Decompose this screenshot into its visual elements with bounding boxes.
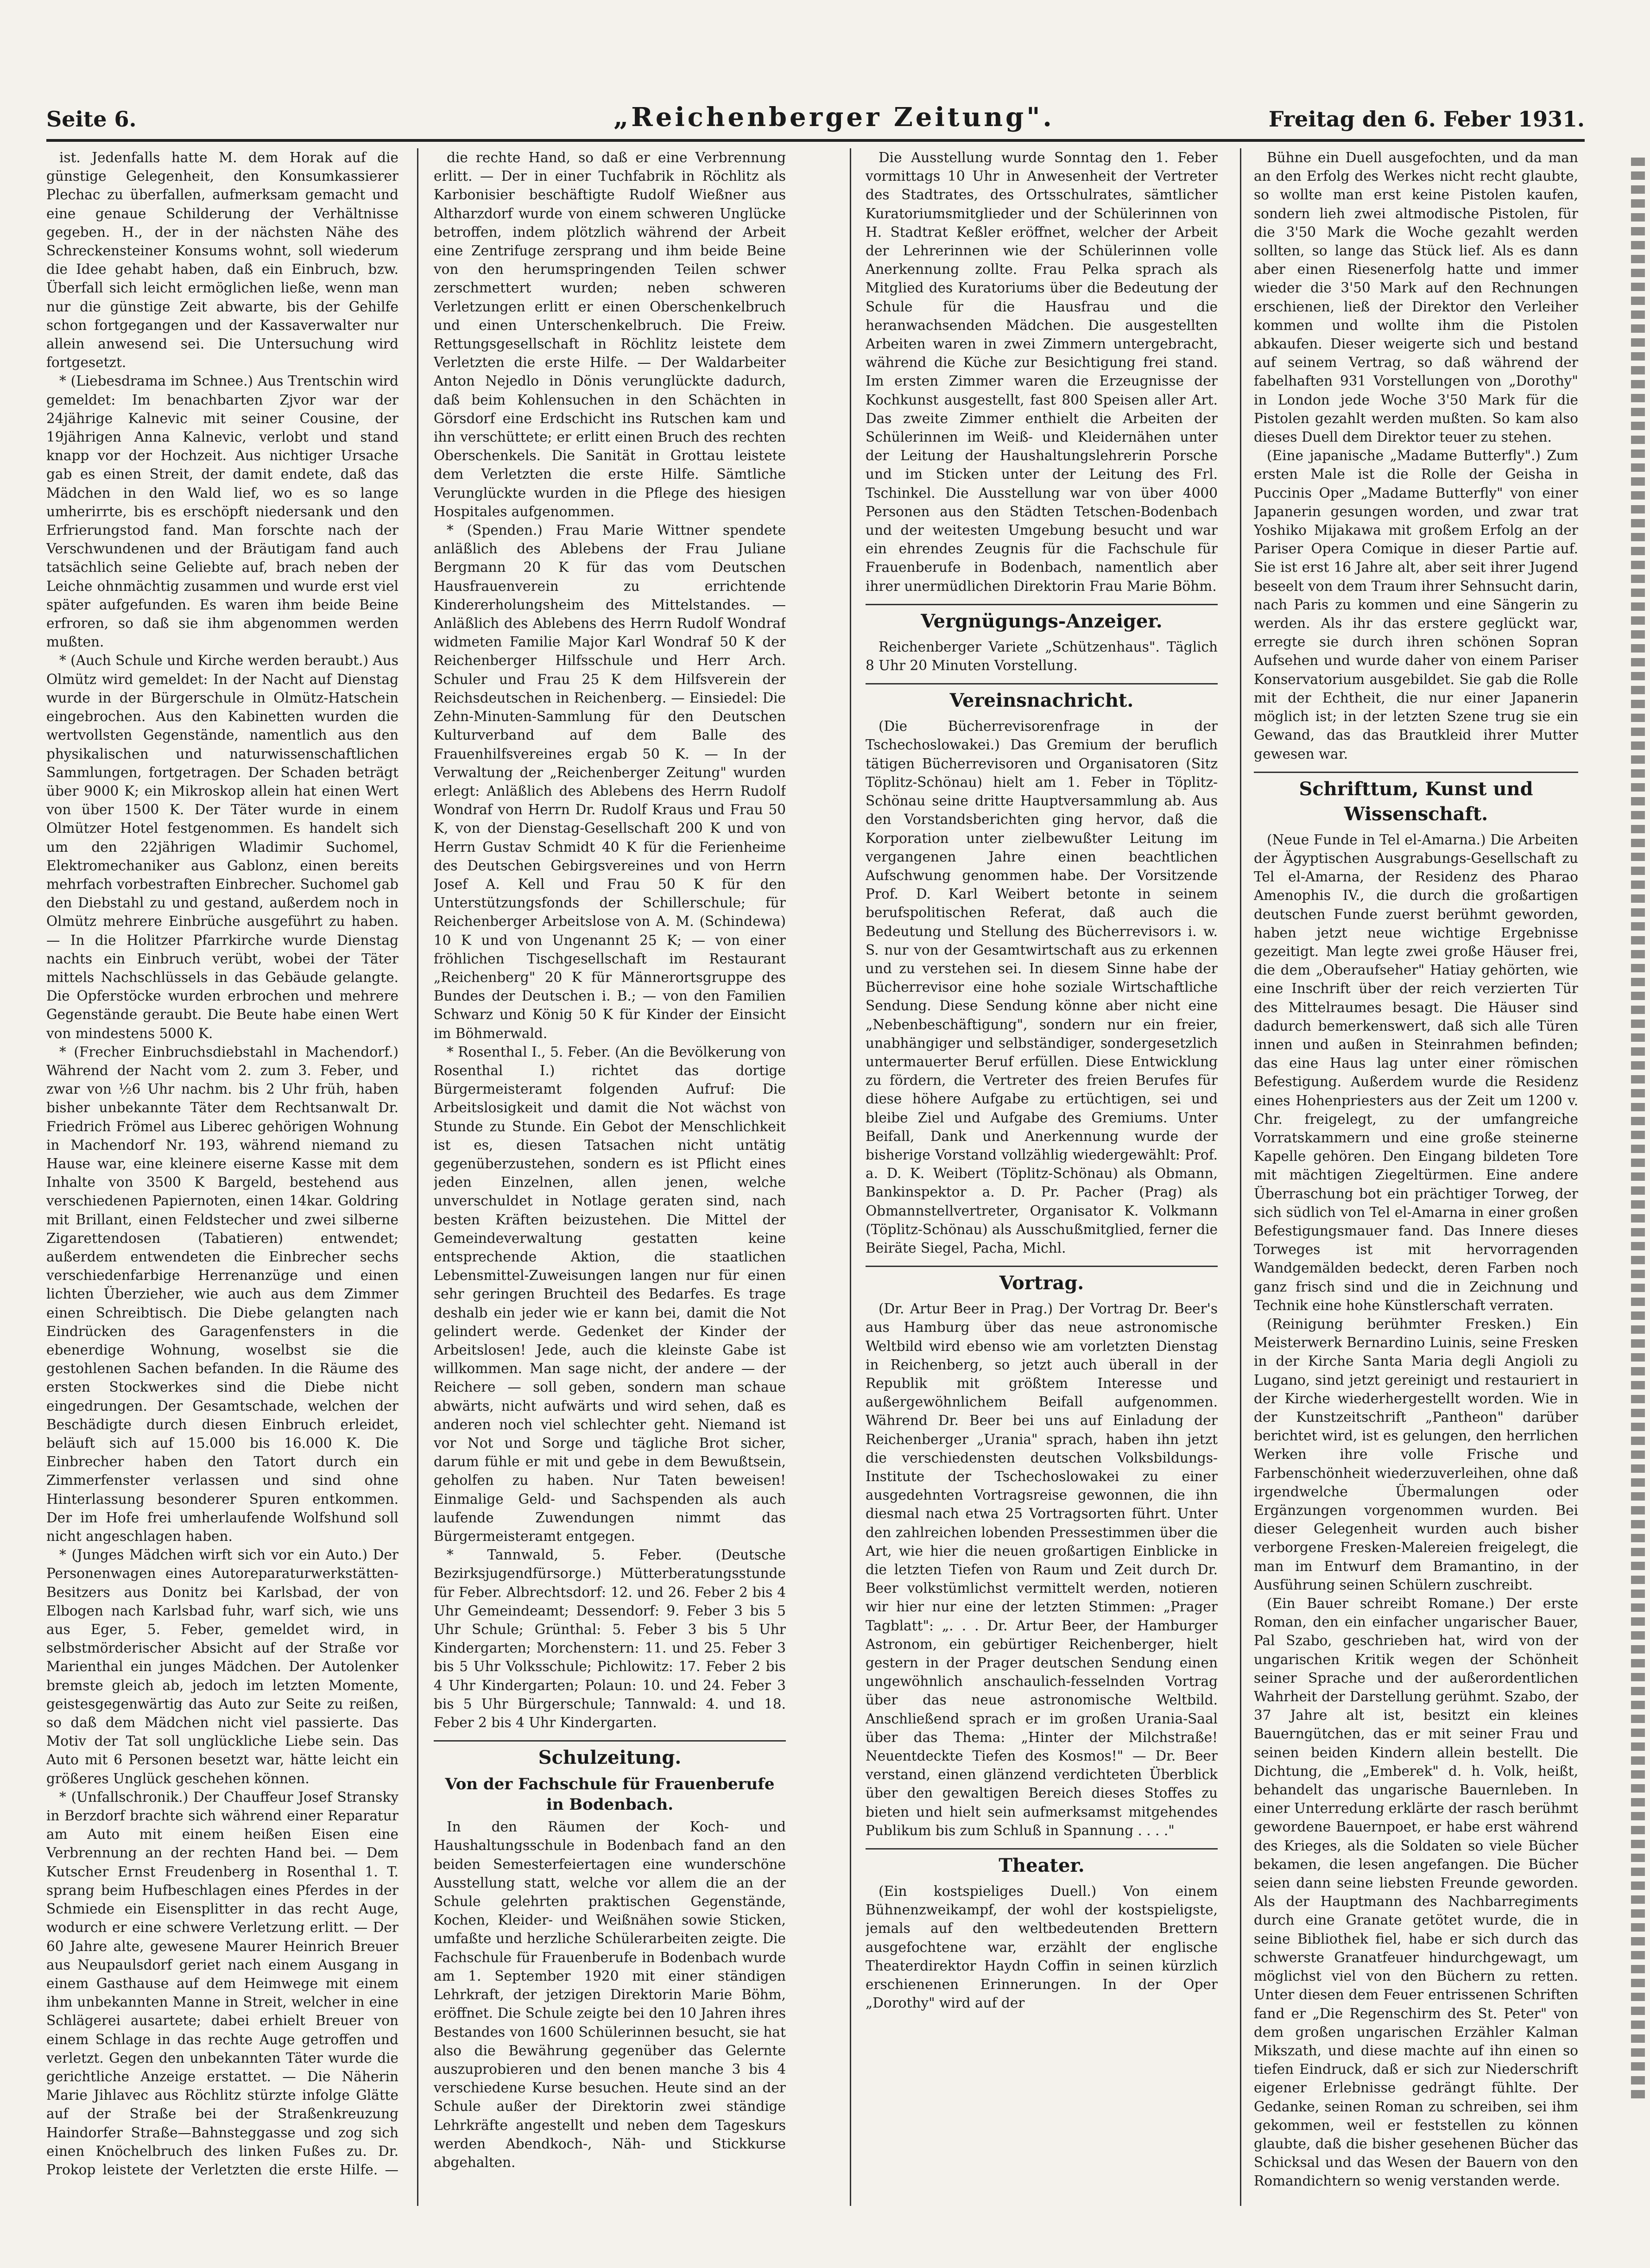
column-2 [434,148,786,2206]
article-paragraph: (Dr. Artur Beer in Prag.) Der Vortrag Dr. Beer's aus Hamburg über das neue astronomische Weltbild wird ebenso wie am vorletzten Dienstag in Reichenberg, so jetzt auch überall in der Republik mit größtem Interesse und außergewöhnlichem Beifall aufgenommen. Während Dr. Beer bei uns auf Einladung der Reichenberger „Urania" sprach, haben ihn jetzt die verschiedensten deutschen Volksbildungs-Institute der Tschechoslowakei zu einer ausgedehnten Vortragsreise gewonnen, die ihn diesmal nach etwa 25 Vortragsorten führt. Unter den zahlreichen lobenden Pressestimmen über die Art, wie hier die neuen großartigen Einblicke in die letzten Tiefen von Raum und Zeit durch Dr. Beer volkstümlichst vermittelt werden, notieren wir hier nur eine der letzten Stimmen: „Prager Tagblatt": „. . . Dr. Artur Beer, der Hamburger Astronom, ein gebürtiger Reichenberger, hielt gestern in der Prager deutschen Sendung einen ungewöhnlich anschaulich-fesselnden Vortrag über das neue astronomische Weltbild. Anschließend sprach er im großen Urania-Saal über das Thema: „Hinter der Milchstraße! Neuentdeckte Tiefen des Kosmos!" — Dr. Beer verstand, einen glänzend verdichteten Überblick über den gewaltigen Bereich dieses Stoffes zu bieten und hielt sein aufmerksamst mitgehendes Publikum bis zum Schluß in Spannung . . . ." [866,1301,1218,1838]
column-4 [1254,148,1578,2206]
article-paragraph: (Ein Bauer schreibt Romane.) Der erste Roman, den ein einfacher ungarischer Bauer, Pal Szabo, geschrieben hat, wird von der ungarischen Kritik wegen der Schönheit seiner Sprache und der außerordentlichen Wahrheit der Darstellung gerühmt. Szabo, der 37 Jahre alt ist, besitzt ein kleines Bauerngütchen, das er mit seiner Frau und seinen beiden Kindern allein bestellt. Die Dichtung, die „Emberek" d. h. Volk, heißt, behandelt das ungarische Bauernleben. In einer Unterredung erklärte der rasch berühmt gewordene Bauernpoet, er habe erst während des Krieges, als die Soldaten so viele Bücher bekamen, die lesen angefangen. Die Bücher seien dann seine liebsten Freunde geworden. Als der Hauptmann des Nachbarregiments durch eine Granate getötet wurde, die in seine Bibliothek fiel, habe er sich durch das schwerste Granatfeuer hindurchgewagt, um möglichst viel von den Büchern zu retten. Unter diesen dem Feuer entrissenen Schriften fand er „Die Regenschirm des St. Peter" von dem großen ungarischen Erzähler Kalman Mikszath, und diese machte auf ihn einen so tiefen Eindruck, daß er sich zur Niederschrift eigener Erlebnisse gedrängt fühlte. Der Gedanke, seinen Roman zu schreiben, sei ihm gekommen, weil er feststellen zu können glaubte, daß die bisher gesehenen Bücher das Schicksal und das Wesen der Bauern von den Romandichtern so wenig verstanden werde. [1254,1596,1578,2189]
issue-date: Freitag den 6. Feber 1931. [1268,107,1585,132]
page-number: Seite 6. [46,107,137,132]
article-paragraph: * Rosenthal I., 5. Feber. (An die Bevölkerung von Rosenthal I.) richtet das dortige Bürgermeisteramt folgenden Aufruf: Die Arbeitslosigkeit und damit die Not wächst von Stunde zu Stunde. Ein Gebot der Menschlichkeit ist es, diesen Tatsachen nicht untätig gegenüberzustehen, sondern es ist Pflicht eines jeden Einzelnen, allen jenen, welche unverschuldet in Notlage geraten sind, nach besten Kräften beizustehen. Die Mittel der Gemeindeverwaltung gestatten keine entsprechende Aktion, die staatlichen Lebensmittel-Zuweisungen langen nur für einen sehr geringen Bruchteil des Bedarfes. Es trage deshalb ein jeder wie er kann bei, damit die Not gelindert werde. Gedenket der Kinder der Arbeitslosen! Jede, auch die kleinste Gabe ist willkommen. Man sage nicht, der andere — der Reichere — soll geben, sondern man schaue abwärts, nicht aufwärts und wird sehen, daß es anderen noch viel schlechter geht. Niemand ist vor Not und Sorge und tägliche Brot sicher, darum fühle er mit und gebe in dem Bewußtsein, geholfen zu haben. Nur Taten beweisen! Einmalige Geld- und Sachspenden als auch laufende Zuwendungen nimmt das Bürgermeisteramt entgegen. [434,1044,786,1545]
article-paragraph: * Tannwald, 5. Feber. (Deutsche Bezirksjugendfürsorge.) Mütterberatungsstunde für Feber. Albrechtsdorf: 12. und 26. Feber 2 bis 4 Uhr Gemeindeamt; Dessendorf: 9. Feber 3 bis 5 Uhr Schule; Grünthal: 5. Feber 3 bis 5 Uhr Kindergarten; Morchenstern: 11. und 25. Feber 3 bis 5 Uhr Volksschule; Pichlowitz: 17. Feber 2 bis 4 Uhr Kindergarten; Polaun: 10. und 24. Feber 3 bis 5 Uhr Bürgerschule; Tannwald: 4. und 18. Feber 2 bis 4 Uhr Kindergarten. [434,1547,786,1731]
article-paragraph: (Ein kostspieliges Duell.) Von einem Bühnenzweikampf, der wohl der kostspieligste, jemals auf den weltbedeutenden Brettern ausgefochtene war, erzählt der englische Theaterdirektor Haydn Coffin in seinen kürzlich erschienenen Erinnerungen. In der Oper „Dorothy" wird auf der [866,1883,1218,2011]
page-edge-scan-artifact [1631,158,1645,2104]
section-heading-vereinsnachricht: Vereinsnachricht. [866,683,1218,713]
section-heading-theater: Theater. [866,1848,1218,1878]
article-paragraph: * (Frecher Einbruchsdiebstahl in Machendorf.) Während der Nacht vom 2. zum 3. Feber, und zwar von ½6 Uhr nachm. bis 2 Uhr früh, haben bisher unbekannte Täter dem Rechtsanwalt Dr. Friedrich Frömel aus Liberec gehörigen Wohnung in Machendorf Nr. 193, während niemand zu Hause war, eine kleinere eiserne Kasse mit dem Inhalte von 3500 K Bargeld, bestehend aus verschiedenen Papiernoten, einen 14kar. Goldring mit Brillant, einen Feldstecher und zwei silberne Zigarettendosen (Tabatieren) entwendet; außerdem entwendeten die Einbrecher sechs verschiedenfarbige Herrenanzüge und einen lichten Überzieher, wie auch aus dem Zimmer einen Schreibtisch. Die Diebe gelangten nach Eindrücken des Garagenfensters in die ebenerdige Wohnung, woselbst sie die gestohlenen Sachen befanden. In die Räume des ersten Stockwerkes sind die Diebe nicht eingedrungen. Der Gesamtschade, welchen der Beschädigte durch diesen Einbruch erleidet, beläuft sich auf 15.000 bis 16.000 K. Die Einbrecher haben den Tatort durch ein Zimmerfenster verlassen und sind ohne Hinterlassung besonderer Spuren entkommen. Der im Hofe frei umherlaufende Wolfshund soll nicht angeschlagen haben. [46,1044,398,1545]
column-3 [866,148,1218,2206]
article-paragraph: Reichenberger Variete „Schützenhaus". Täglich 8 Uhr 20 Minuten Vorstellung. [866,639,1218,674]
column-divider [417,148,418,2206]
article-paragraph: (Neue Funde in Tel el-Amarna.) Die Arbeiten der Ägyptischen Ausgrabungs-Gesellschaft zu Tel el-Amarna, der Residenz des Pharao Amenophis IV., die durch die großartigen deutschen Funde zuerst berühmt geworden, haben jetzt neue wichtige Ergebnisse gezeitigt. Man legte zwei große Häuser frei, die dem „Oberaufseher" Hatiay gehörten, wie eine Inschrift über der reich verzierten Tür des Mittelraumes besagt. Die Häuser sind dadurch bemerkenswert, daß sich alle Türen innen und außen in Steinrahmen befinden; das eine Haus lag unter einer römischen Befestigung. Außerdem wurde die Residenz eines Hohenpriesters aus der Zeit um 1200 v. Chr. freigelegt, zu der umfangreiche Vorratskammern und eine große steinerne Kapelle gehören. Den Eingang bildeten Tore mit mächtigen Ziegeltürmen. Eine andere Überraschung bot ein prächtiger Torweg, der sich südlich von Tel el-Amarna in einer großen Befestigungsmauer fand. Das Innere dieses Torweges ist mit hervorragenden Wandgemälden bedeckt, deren Farben noch ganz frisch sind und die in Zeichnung und Technik eine hohe Künstlerschaft verraten. [1254,831,1578,1313]
article-paragraph: die rechte Hand, so daß er eine Verbrennung erlitt. — Der in einer Tuchfabrik in Röchlitz als Karbonisier beschäftigte Rudolf Wießner aus Altharzdorf wurde von einem schweren Unglücke betroffen, indem plötzlich während der Arbeit eine Zentrifuge zersprang und ihm beide Beine von den herumspringenden Teilen schwer zerschmettert wurden; neben schweren Verletzungen erlitt er einen Oberschenkelbruch und einen Unterschenkelbruch. Die Freiw. Rettungsgesellschaft in Röchlitz leistete dem Verletzten die erste Hilfe. — Der Waldarbeiter Anton Nejedlo in Dönis verunglückte dadurch, daß beim Kohlensuchen in den Schächten in Görsdorf eine Erdschicht ins Rutschen kam und ihn verschüttete; er erlitt einen Bruch des rechten Oberschenkels. Die Sanität in Grottau leistete dem Verletzten die erste Hilfe. Sämtliche Verunglückte wurden in die Pflege des hiesigen Hospitales aufgenommen. [434,150,786,519]
page-header [46,102,1585,134]
article-paragraph: (Die Bücherrevisorenfrage in der Tschechoslowakei.) Das Gremium der beruflich tätigen Bücherrevisoren und Organisatoren (Sitz Töplitz-Schönau) hielt am 1. Feber in Töplitz-Schönau seine dritte Hauptversammlung ab. Aus den Vorstandsberichten ging hervor, daß die Korporation unter zielbewußter Leitung im vergangenen Jahre einen beachtlichen Aufschwung genommen habe. Der Vorsitzende Prof. D. Karl Weibert betonte in seinem berufspolitischen Referat, daß auch die Bedeutung und Stellung des Bücherrevisors i. w. S. nur von der Gesamtwirtschaft aus zu erkennen und zu verstehen sei. In diesem Sinne habe der Bücherrevisor eine hohe soziale Wirtschaftliche Sendung. Diese Sendung könne aber nicht eine „Nebenbeschäftigung", sondern nur ein freier, unabhängiger und selbständiger, sondergesetzlich untermauerter Beruf erfüllen. Diese Entwicklung zu fördern, die Vertreter des freien Berufes für diese höhere Aufgabe zu ertüchtigen, sei und bleibe Ziel und Aufgabe des Gremiums. Unter Beifall, Dank und Anerkennung wurde der bisherige Vorstand vollzählig wiedergewählt: Prof. a. D. K. Weibert (Töplitz-Schönau) als Obmann, Bankinspektor a. D. Pr. Pacher (Prag) als Obmannstellvertreter, Organisator K. Volkmann (Töplitz-Schönau) als Ausschußmitglied, ferner die Beiräte Siegel, Pacha, Michl. [866,718,1218,1256]
section-heading-schulzeitung: Schulzeitung. [434,1740,786,1770]
article-paragraph: * (Junges Mädchen wirft sich vor ein Auto.) Der Personenwagen eines Autoreparaturwerkstätten-Besitzers aus Donitz bei Karlsbad, der von Elbogen nach Karlsbad fuhr, warf sich, wie uns aus Eger, 5. Feber, gemeldet wird, in selbstmörderischer Absicht auf der Straße vor Marienthal ein junges Mädchen. Der Autolenker bremste gleich ab, jedoch im letzten Momente, geistesgegenwärtig das Auto zur Seite zu reißen, so daß dem Mädchen nicht viel passierte. Das Motiv der Tat soll unglückliche Liebe sein. Das Auto mit 6 Personen besetzt war, hätte leicht ein größeres Unglück geschehen können. [46,1547,398,1787]
section-heading-vergnuegungs-anzeiger: Vergnügungs-Anzeiger. [866,604,1218,634]
article-paragraph: * (Liebesdrama im Schnee.) Aus Trentschin wird gemeldet: Im benachbarten Zjvor war der 24jährige Kalnevic mit seiner Cousine, der 19jährigen Anna Kalnevic, verlobt und stand knapp vor der Hochzeit. Aus nichtiger Ursache gab es einen Streit, der damit endete, daß das Mädchen in den Wald lief, wo es so lange umherirrte, bis es erschöpft niedersank und den Erfrierungstod fand. Man forschte nach der Verschwundenen und der Bräutigam fand auch tatsächlich seine Geliebte auf, brach neben der Leiche ohnmächtig zusammen und wurde erst viel später aufgefunden. Es waren ihm beide Beine erfroren, so daß sie ihm abgenommen werden mußten. [46,373,398,650]
article-paragraph: In den Räumen der Koch- und Haushaltungsschule in Bodenbach fand an den beiden Semesterfeiertagen eine wunderschöne Ausstellung statt, welche vor allem die an der Schule gelehrten praktischen Gegenstände, Kochen, Kleider- und Weißnähen sowie Sticken, umfaßte und herzliche Schülerarbeiten zeigte. Die Fachschule für Frauenberufe in Bodenbach wurde am 1. September 1920 mit einer ständigen Lehrkraft, der jetzigen Direktorin Marie Böhm, eröffnet. Die Schule zeigte bei den 10 Jahren ihres Bestandes von 1600 Schülerinnen besucht, sie hat also die Bewährung gegenüber das Gelernte auszuprobieren und den benen manche 3 bis 4 verschiedene Kurse besuchen. Heute sind an der Schule außer der Direktorin zwei ständige Lehrkräfte angestellt und neben dem Tageskurs werden Abendkoch-, Näh- und Stickkurse abgehalten. [434,1819,786,2170]
article-paragraph: * (Auch Schule und Kirche werden beraubt.) Aus Olmütz wird gemeldet: In der Nacht auf Dienstag wurde in der Bürgerschule in Olmütz-Hatschein eingebrochen. Aus den Kabinetten wurden die wertvollsten Gegenstände, namentlich aus den physikalischen und naturwissenschaftlichen Sammlungen, fortgetragen. Der Schaden beträgt über 9000 K; ein Mikroskop allein hat einen Wert von über 1500 K. Der Täter wurde in einem Olmützer Hotel festgenommen. Es handelt sich um den 22jährigen Wladimir Suchomel, Elektromechaniker aus Gablonz, einen bereits mehrfach vorbestraften Einbrecher. Suchomel gab den Diebstahl zu und gestand, außerdem noch in Olmütz mehrere Einbrüche ausgeführt zu haben. — In die Holitzer Pfarrkirche wurde Dienstag nachts ein Einbruch verübt, wobei der Täter mittels Nachschlüssels in das Gebäude gelangte. Die Opferstöcke wurden erbrochen und mehrere Gegenstände geraubt. Die Beute habe einen Wert von mindestens 5000 K. [46,653,398,1041]
column-1 [46,148,398,2206]
column-divider [850,148,851,2206]
article-paragraph: (Reinigung berühmter Fresken.) Ein Meisterwerk Bernardino Luinis, seine Fresken in der Kirche Santa Maria degli Angioli zu Lugano, sind jetzt gereinigt und restauriert in der Kirche wiederhergestellt worden. Wie in der Kunstzeitschrift „Pantheon" darüber berichtet wird, ist es gelungen, den herrlichen Werken ihre volle Frische und Farbenschönheit wiederzuverleihen, ohne daß irgendwelche Übermalungen oder Ergänzungen vorgenommen wurden. Bei dieser Gelegenheit wurden auch bisher verborgene Fresken-Malereien freigelegt, die man im Entwurf dem Bramantino, in der Ausführung seinen Schülern zuschreibt. [1254,1316,1578,1593]
article-subheading: Von der Fachschule für Frauenberufe in Bodenbach. [445,1775,775,1814]
article-paragraph: ist. Jedenfalls hatte M. dem Horak auf die günstige Gelegenheit, den Konsumkassierer Plechac zu überfallen, aufmerksam gemacht und eine genaue Schilderung der Verhältnisse gegeben. H., der in der nächsten Nähe des Schreckensteiner Konsums wohnt, soll wiederum die Idee gehabt haben, daß ein Einbruch, bzw. Überfall sich leicht ermöglichen ließe, wenn man nur die günstige Zeit abwarte, bis der Gehilfe schon fortgegangen und der Kassaverwalter nur allein anwesend sei. Die Untersuchung wird fortgesetzt. [46,150,398,371]
article-paragraph: * (Spenden.) Frau Marie Wittner spendete anläßlich des Ablebens der Frau Juliane Bergmann 20 K für das vom Deutschen Hausfrauenverein zu errichtende Kindererholungsheim des Mittelstandes. — Anläßlich des Ablebens des Herrn Rudolf Wondraf widmeten Familie Major Karl Wondraf 50 K der Reichenberger Hilfsschule und Herr Arch. Schuler und Frau 25 K dem Hilfsverein der Reichsdeutschen in Reichenberg. — Einsiedel: Die Zehn-Minuten-Sammlung für den Deutschen Kulturverband auf dem Balle des Frauenhilfsvereines ergab 50 K. — In der Verwaltung der „Reichenberger Zeitung" wurden erlegt: Anläßlich des Ablebens des Herrn Rudolf Wondraf von Herrn Dr. Rudolf Kraus und Frau 50 K, von der Dienstag-Gesellschaft 200 K und von Herrn Gustav Schmidt 40 K für die Ferienheime des Deutschen Gebirgsvereines und von Herrn Josef A. Kell und Frau 50 K für den Unterstützungsfonds der Schillerschule; für Reichenberger Arbeitslose von A. M. (Schindewa) 10 K und von Ungenannt 25 K; — von einer fröhlichen Tischgesellschaft im Restaurant „Reichenberg" 20 K für Männerortsgruppe des Bundes der Deutschen i. B.; — von den Familien Schwarz und König 50 K für Kinder der Einsicht im Böhmerwald. [434,522,786,1041]
section-heading-vortrag: Vortrag. [866,1266,1218,1296]
article-paragraph: Die Ausstellung wurde Sonntag den 1. Feber vormittags 10 Uhr in Anwesenheit der Vertreter des Stadtrates, des Ortsschulrates, sämtlicher Kuratoriumsmitglieder und der Schülerinnen von H. Stadtrat Keßler eröffnet, welcher der Arbeit der Lehrerinnen wie der Schülerinnen volle Anerkennung zollte. Frau Pelka sprach als Mitglied des Kuratoriums über die Bedeutung der Schule für die Hausfrau und die heranwachsenden Mädchen. Die ausgestellten Arbeiten waren in zwei Zimmern untergebracht, während die Küche zur Besichtigung frei stand. Im ersten Zimmer waren die Erzeugnisse der Kochkunst ausgestellt, fast 800 Speisen aller Art. Das zweite Zimmer enthielt die Arbeiten der Schülerinnen im Weiß- und Kleidernähen unter der Leitung der Haushaltungslehrerin Porsche und im Sticken unter der Leitung des Frl. Tschinkel. Die Ausstellung war von über 4000 Personen aus den Städten Tetschen-Bodenbach und der weitesten Umgebung besucht und war ein ehrendes Zeugnis für die Fachschule für Frauenberufe in Bodenbach, namentlich aber ihrer unermüdlichen Direktorin Frau Marie Böhm. [866,150,1218,594]
article-paragraph: Bühne ein Duell ausgefochten, und da man an den Erfolg des Werkes nicht recht glaubte, so wollte man erst keine Pistolen kaufen, sondern lieh zwei altmodische Pistolen, für die 3'50 Mark die Woche gezahlt werden sollten, so lange das Stück lief. Als es dann aber einen Riesenerfolg hatte und immer wieder die 3'50 Mark auf den Rechnungen erschienen, ließ der Direktor den Verleiher kommen und wollte ihm die Pistolen abkaufen. Dieser weigerte sich und bestand auf seinem Vertrag, so daß während der fabelhaften 931 Vorstellungen von „Dorothy" in London jede Woche 3'50 Mark für die Pistolen gezahlt werden mußten. So kam also dieses Duell dem Direktor teuer zu stehen. [1254,150,1578,445]
article-paragraph: * (Unfallschronik.) Der Chauffeur Josef Stransky in Berzdorf brachte sich während einer Reparatur am Auto mit einem heißen Eisen eine Verbrennung an der rechten Hand bei. — Dem Kutscher Ernst Freudenberg in Rosenthal 1. T. sprang beim Hufbeschlagen eines Pferdes in der Schmiede ein Eisensplitter in das recht Auge, wodurch er eine schwere Verletzung erlitt. — Der 60 Jahre alte, gewesene Maurer Heinrich Breuer aus Neupaulsdorf geriet nach einem Ausgang in einem Gasthause auf dem Heimwege mit einem ihm unbekannten Manne in Streit, welcher in eine Schlägerei ausartete; dabei erhielt Breuer von einem Schlage in das rechte Auge getroffen und verletzt. Gegen den unbekannten Täter wurde die gerichtliche Anzeige erstattet. — Die Näherin Marie Jihlavec aus Röchlitz stürzte infolge Glätte auf der Straße bei der Straßenkreuzung Haindorfer Straße—Bahnsteggasse und zog sich einen Knöchelbruch des linken Fußes zu. Dr. Prokop leistete der Verletzten die erste Hilfe. — [46,1789,398,2178]
column-divider [1240,148,1241,2206]
section-heading-schrifttum: Schrifttum, Kunst und Wissenschaft. [1254,772,1578,827]
header-rule [46,139,1585,142]
article-paragraph: (Eine japanische „Madame Butterfly".) Zum ersten Male ist die Rolle der Geisha in Puccinis Oper „Madame Butterfly" von einer Japanerin gesungen worden, und zwar trat Yoshiko Mijakawa mit großem Erfolg an der Pariser Opera Comique in dieser Partie auf. Sie ist erst 16 Jahre alt, aber seit ihrer Jugend beseelt von dem Traum ihrer Sehnsucht darin, nach Paris zu kommen und eine Sängerin zu werden. Als ihr das erstere geglückt war, erregte sie durch ihren schönen Sopran Aufsehen und wurde daher von einem Pariser Konservatorium ausgebildet. Sie gab die Rolle mit der Echtheit, die nur einer Japanerin möglich ist; in der letzten Szene trug sie ein Gewand, das das Brautkleid ihrer Mutter gewesen war. [1254,448,1578,762]
newspaper-title: „Reichenberger Zeitung". [613,102,1055,133]
